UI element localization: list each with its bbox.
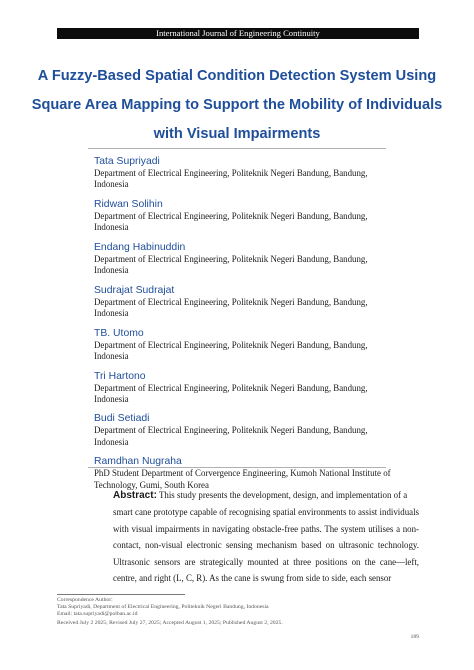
author-name: Sudrajat Sudrajat	[94, 284, 175, 296]
abstract-first-line	[113, 487, 419, 504]
author-affiliation: Department of Electrical Engineering, Politeknik Negeri Bandung, Bandung, Indonesia	[94, 425, 368, 447]
author-name: TB. Utomo	[94, 327, 144, 339]
author-entry	[94, 370, 394, 405]
author-entry	[94, 327, 394, 362]
author-affiliation: Department of Electrical Engineering, Politeknik Negeri Bandung, Bandung, Indonesia	[94, 296, 368, 318]
author-name: Ramdhan Nugraha	[94, 456, 182, 468]
journal-header-bar	[57, 28, 419, 39]
author-name: Endang Habinuddin	[94, 241, 186, 253]
author-entry	[94, 455, 394, 490]
abstract-label: Abstract:	[113, 490, 157, 501]
footnote-divider	[57, 594, 185, 595]
author-affiliation: Department of Electrical Engineering, Politeknik Negeri Bandung, Bandung, Indonesia	[94, 382, 368, 404]
correspondence-label: Correspondence Author:	[57, 597, 113, 603]
author-entry	[94, 412, 394, 447]
author-name: Tata Supriyadi	[94, 156, 160, 167]
correspondence-email: Email: tata.supriyadi@polban.ac.id	[57, 610, 138, 617]
abstract-body: smart cane prototype capable of recognising spatial environments to assist individuals with visual impairments in navigating obstacle-free paths. The system utilises a non-contact, non-visual electronic sensing mechanism based on ultrasonic technology. Ultrasonic sensors are strategically mounted at three positions on the cane—left, centre, and right (L, C, R). As the cane is swung from side to side, each sensor	[113, 507, 419, 583]
author-affiliation: Department of Electrical Engineering, Politeknik Negeri Bandung, Bandung, Indonesia	[94, 168, 368, 190]
author-list	[94, 155, 394, 498]
abstract-first-line-text: This study presents the development, design, and implementation of a	[158, 490, 408, 500]
author-name: Ridwan Solihin	[94, 198, 163, 210]
author-affiliation: PhD Student Department of Corvergence Engineering, Kumoh National Institute of Technology, Gumi, South Korea	[94, 468, 391, 490]
author-entry	[94, 198, 394, 233]
title-divider	[88, 148, 386, 149]
author-affiliation: Department of Electrical Engineering, Politeknik Negeri Bandung, Bandung, Indonesia	[94, 253, 368, 276]
author-name: Budi Setiadi	[94, 413, 150, 425]
received-dates: Received July 2 2025; Revised July 27, 2025; Accepted August 1, 2025; Published August 2, 2025.	[57, 620, 283, 626]
correspondence-author: Tata Supriyadi, Department of Electrical Engineering, Politeknik Negeri Bandung, Indonesia	[57, 603, 269, 610]
author-name: Tri Hartono	[94, 370, 146, 382]
correspondence-footnote	[57, 597, 387, 617]
paper-title: A Fuzzy-Based Spatial Condition Detection System Using Square Area Mapping to Support the Mobility of Individuals with Visual Impairments	[31, 68, 443, 142]
author-entry	[94, 155, 394, 190]
author-affiliation: Department of Electrical Engineering, Politeknik Negeri Bandung, Bandung, Indonesia	[94, 210, 368, 233]
journal-name: International Journal of Engineering Continuity	[156, 28, 320, 38]
page-number: 189	[410, 634, 419, 640]
author-entry	[94, 284, 394, 319]
author-entry	[94, 241, 394, 276]
authors-divider	[88, 467, 386, 468]
author-affiliation: Department of Electrical Engineering, Politeknik Negeri Bandung, Bandung, Indonesia	[94, 339, 368, 361]
